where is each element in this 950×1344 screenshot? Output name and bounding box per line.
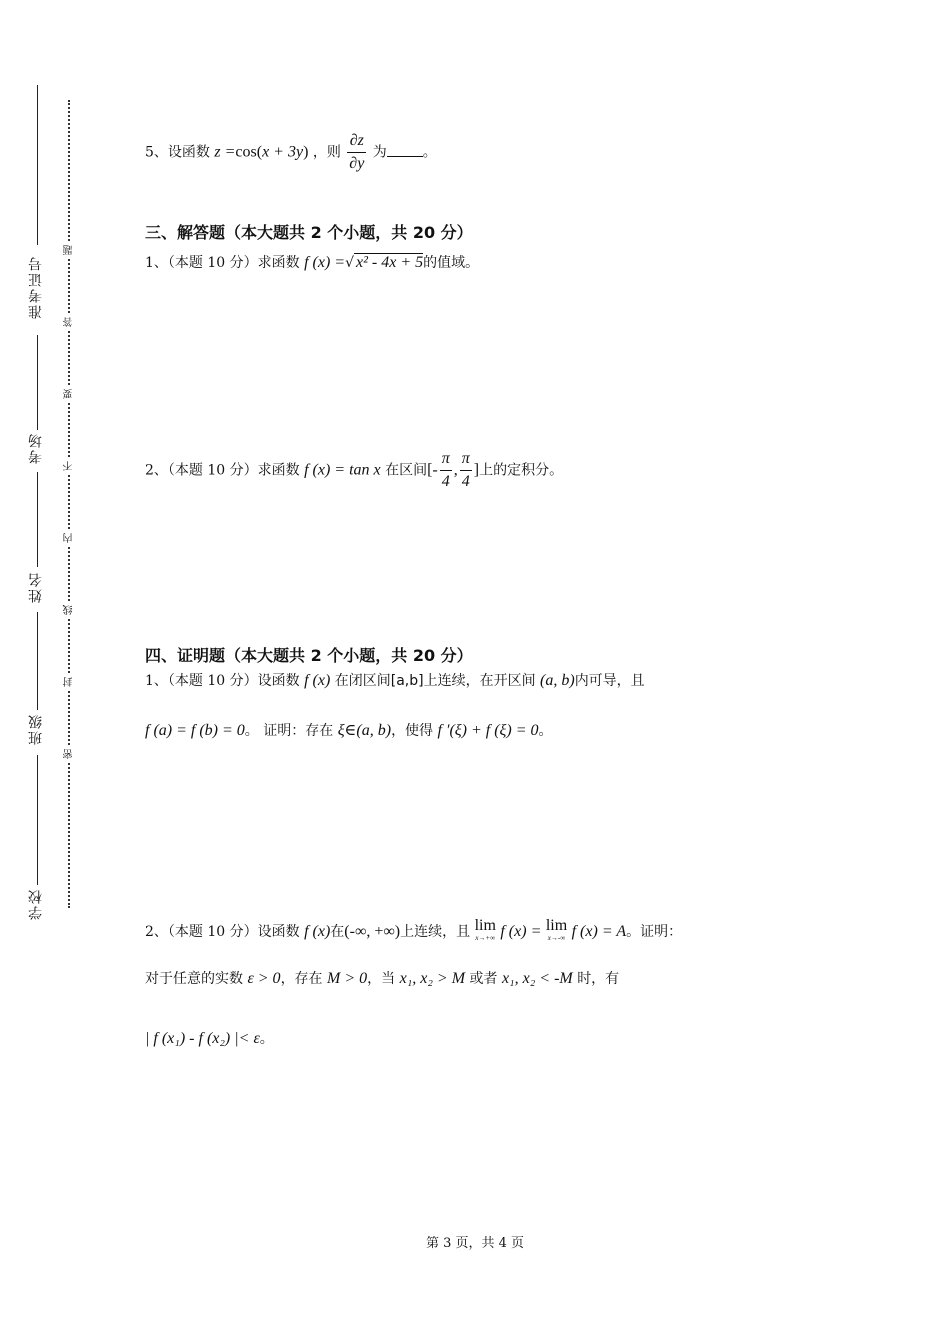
section4-question-2-line1	[145, 917, 683, 944]
lim-sub: x→+∞	[475, 934, 496, 942]
s4q2-prefix: 2、（本题 10 分）设函数	[145, 924, 300, 940]
s4q2-then: 时，有	[577, 971, 620, 987]
q5-then: ，则	[312, 144, 341, 161]
s4q2-end: 。	[259, 1031, 274, 1047]
seal-word: 题	[64, 245, 75, 255]
q5-answer-blank[interactable]	[387, 144, 423, 157]
s3q2-lbr: [-	[427, 461, 438, 479]
s3q2-four: 4	[461, 473, 470, 490]
seal-word: 密	[64, 749, 75, 759]
s4q1-ab: [a,b]	[390, 673, 424, 689]
s3q2-mid: 在区间	[385, 462, 428, 479]
s4q2-exists: ，存在	[280, 971, 323, 987]
section4-title: 四、证明题（本大题共 2 个小题，共 20 分）	[145, 646, 473, 665]
s4q1-eq: f ′(ξ) + f (ξ) = 0	[437, 722, 539, 739]
s3q2-prefix: 2、（本题 10 分）求函数	[145, 462, 300, 479]
s4q2-line2-prefix: 对于任意的实数	[145, 971, 243, 987]
binding-line	[37, 335, 38, 430]
s3q1-suffix: 的值域。	[423, 255, 480, 271]
s4q2-cont: 上连续，且	[400, 924, 471, 940]
s3q2-pi: π	[460, 448, 472, 471]
s4q1-xi: ξ∈(a, b)	[337, 722, 392, 739]
lim-sub: x→-∞	[547, 934, 566, 942]
s3q1-radicand: x² - 4x + 5	[356, 254, 424, 271]
s4q1-open-ab: (a, b)	[540, 672, 575, 689]
q5-end: 。	[422, 144, 437, 161]
page-footer: 第 3 页，共 4 页	[425, 1236, 525, 1251]
seal-word: 答	[64, 317, 75, 327]
s4q2-lim-plus-inf	[474, 917, 496, 944]
s3q2-pi: π	[440, 448, 452, 471]
binding-line	[37, 755, 38, 885]
s3q2-suffix: 上的定积分。	[479, 462, 564, 479]
field-class-label: 班级	[28, 713, 44, 745]
s4q1-cond: f (a) = f (b) = 0	[145, 722, 245, 739]
section4-question-1-line2	[145, 720, 553, 740]
section3-question-1: 1、（本题 10 分）求函数 f (x) =√ x² - 4x + 5的值域。	[145, 254, 480, 271]
s4q1-end: 。	[538, 723, 553, 739]
seal-word: 内	[64, 533, 75, 543]
field-name-label: 姓名	[28, 571, 44, 603]
q5-wei: 为	[372, 144, 387, 161]
s4q2-lim-fx1: f (x) =	[500, 923, 542, 940]
q5-cos: cos(	[235, 143, 263, 161]
q5-close: )	[303, 143, 309, 161]
seal-word: 线	[64, 605, 75, 615]
q5-dz: ∂z	[347, 130, 366, 153]
s4q2-fx: f (x)	[304, 923, 331, 940]
s4q2-M: M > 0	[327, 970, 368, 987]
s4q2-on: 在	[330, 924, 345, 940]
s4q1-such: ，使得	[391, 723, 434, 739]
s4q2-prove: 。证明：	[626, 924, 683, 940]
q5-partial-fraction	[347, 130, 366, 175]
q5-prefix: 5、设函数	[145, 144, 210, 161]
s4q1-deg: 。	[244, 723, 259, 739]
section3-title: 三、解答题（本大题共 2 个小题，共 20 分）	[145, 223, 473, 242]
s3q1-fx: f (x) =	[304, 254, 346, 271]
s3q2-neg-pi-over-4	[440, 448, 452, 493]
section3-question-2	[145, 448, 563, 493]
field-school-label: 学校	[28, 888, 44, 920]
s4q1-cont: 上连续，在开区间	[423, 673, 536, 689]
field-exam-room-label: 考场	[28, 432, 44, 464]
binding-line	[37, 85, 38, 245]
binding-line	[37, 472, 38, 567]
s4q1-closed: 在闭区间	[334, 673, 391, 689]
s4q1-fx: f (x)	[304, 672, 331, 689]
seal-word: 不	[64, 461, 75, 471]
lim-word: lim	[545, 917, 568, 934]
seal-word: 封	[64, 677, 75, 687]
section4-question-2-line3	[145, 1028, 274, 1048]
s3q2-rbr: ]	[473, 461, 480, 479]
s4q2-eps: ε > 0	[247, 970, 281, 987]
question-5	[145, 130, 437, 175]
q5-dy: ∂y	[349, 155, 365, 172]
lim-word: lim	[474, 917, 496, 934]
binding-line	[37, 612, 38, 710]
q5-arg: x + 3y	[262, 143, 304, 161]
section4-question-1-line1	[145, 670, 645, 690]
s4q2-lim-minus-inf	[545, 917, 568, 944]
s3q2-four: 4	[441, 473, 450, 490]
s3q2-comma: ,	[453, 461, 458, 479]
s4q2-when: ，当	[367, 971, 396, 987]
s4q1-diff: 内可导，且	[574, 673, 645, 689]
seal-dotted-line	[68, 100, 70, 908]
section4-question-2-line2	[145, 968, 619, 988]
s4q1-prefix: 1、（本题 10 分）设函数	[145, 673, 300, 689]
s4q2-or: 或者	[469, 971, 498, 987]
s3q2-pi-over-4	[460, 448, 472, 493]
s3q1-prefix: 1、（本题 10 分）求函数	[145, 255, 300, 271]
s4q2-ineq: | f (x₁) - f (x₂) |< ε	[145, 1030, 260, 1047]
s4q2-interval: (-∞, +∞)	[344, 923, 401, 940]
s3q2-fx: f (x) = tan x	[304, 461, 381, 479]
q5-z-eq: z =	[214, 143, 236, 161]
s4q2-x12-gt: x₁, x₂ > M	[399, 970, 466, 987]
s4q2-lim-fx2: f (x) = A	[571, 923, 627, 940]
field-exam-id-label: 准考证号	[28, 255, 44, 319]
seal-word: 要	[64, 389, 75, 399]
s4q2-x12-lt: x₁, x₂ < -M	[501, 970, 573, 987]
s4q1-prove: 证明：存在	[263, 723, 334, 739]
